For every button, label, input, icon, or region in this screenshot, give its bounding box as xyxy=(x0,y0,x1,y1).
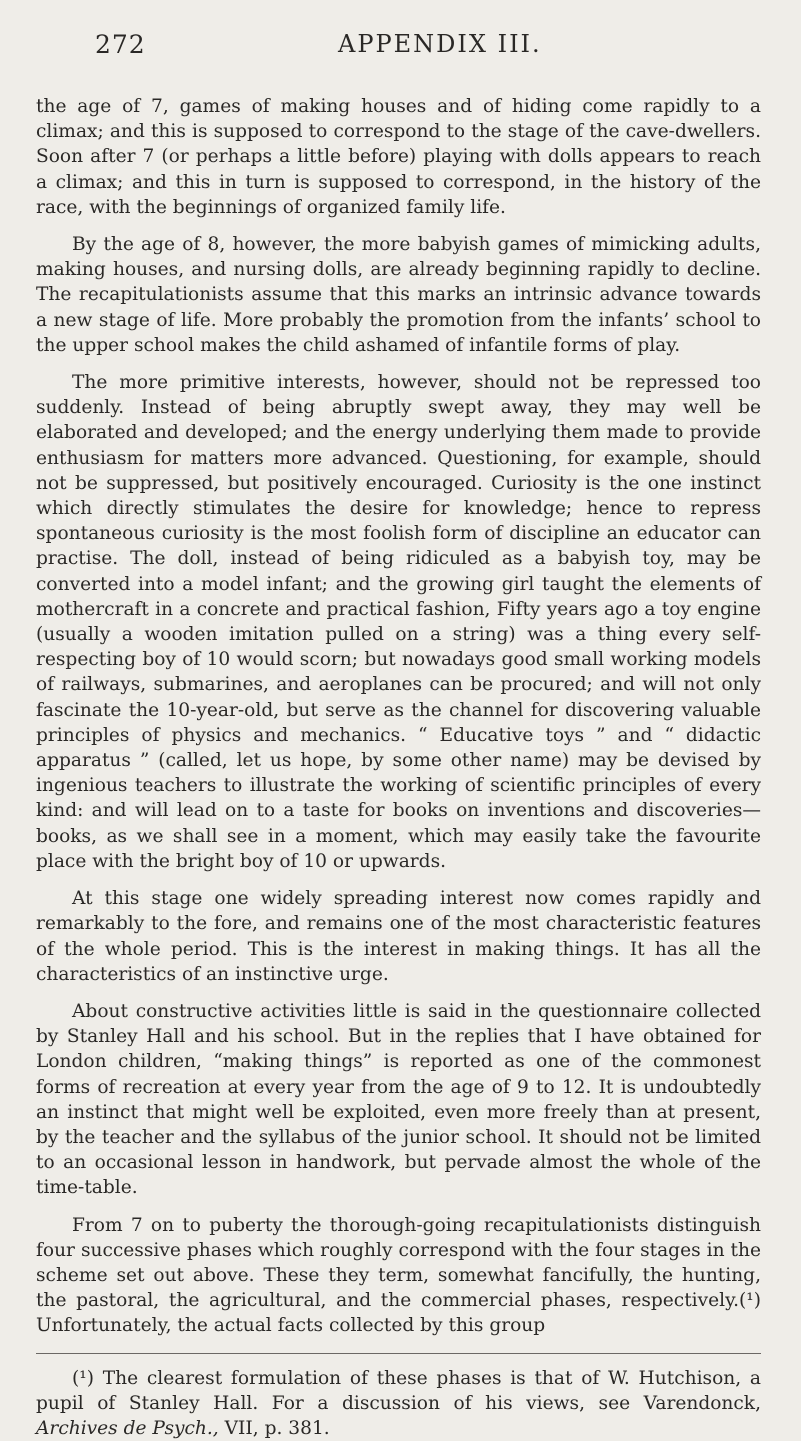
footnote xyxy=(36,1366,761,1441)
footnote-journal: Archives de Psych., xyxy=(36,1417,219,1439)
paragraph: About constructive activities little is said in the questionnaire collected by Stanley Hall and his school. But in the replies that I have obtained for London children, “making things” is reported as one of the commonest forms of recreation at every year from the age of 9 to 12. It is undoubtedly an instinct that might well be exploited, even more freely than at present, by the teacher and the syllabus of the junior school. It should not be limited to an occasional lesson in handwork, but pervade almost the whole of the time-table. xyxy=(36,1000,761,1199)
footnote-divider xyxy=(36,1353,761,1354)
running-title: APPENDIX III. xyxy=(338,30,542,58)
paragraph: By the age of 8, however, the more babyish games of mimicking adults, making houses, and nursing dolls, are already beginning rapidly to decline. The recapitulationists assume that this marks an intrinsic advance towards a new stage of life. More probably the promotion from the infants’ school to the upper school makes the child ashamed of infantile forms of play. xyxy=(36,234,761,356)
footnote-citation: VII, p. 381. xyxy=(224,1417,330,1439)
paragraph: From 7 on to puberty the thorough-going recapitulationists distinguish four successive phases which roughly correspond with the four stages in the scheme set out above. These they term, somewhat fancifully, the hunting, the pastoral, the agricultural, and the commercial phases, respectively.(¹) Unfortunately, the actual facts collected by this group xyxy=(36,1214,761,1337)
paragraph: At this stage one widely spreading interest now comes rapidly and remarkably to the fore, and remains one of the most characteristic features of the whole period. This is the interest in making things. It has all the characteristics of an instinctive urge. xyxy=(36,888,761,985)
paragraph: the age of 7, games of making houses and of hiding come rapidly to a climax; and this is supposed to correspond to the stage of the cave-dwellers. Soon after 7 (or perhaps a little before) playing with dolls appears to reach a climax; and this in turn is supposed to correspond, in the history of the race, with the beginnings of organized family life. xyxy=(36,96,761,218)
page-number: 272 xyxy=(95,30,146,59)
footnote-text: (¹) The clearest formulation of these phases is that of W. Hutchison, a pupil of Stanley Hall. For a discussion of his views, see Varendonck, xyxy=(36,1367,761,1414)
paragraph: The more primitive interests, however, should not be repressed too suddenly. Instead of being abruptly swept away, they may well be elaborated and developed; and the energy underlying them made to provide enthusiasm for matters more advanced. Questioning, for example, should not be suppressed, but positively encouraged. Curiosity is the one instinct which directly stimulates the desire for knowledge; hence to repress spontaneous curiosity is the most foolish form of discipline an educator can practise. The doll, instead of being ridiculed as a babyish toy, may be converted into a model infant; and the growing girl taught the elements of mothercraft in a concrete and practical fashion, Fifty years ago a toy engine (usually a wooden imitation pulled on a string) was a thing every self-respecting boy of 10 would scorn; but nowadays good small working models of railways, submarines, and aeroplanes can be procured; and will not only fascinate the 10-year-old, but serve as the channel for discovering valuable principles of physics and mechanics. “ Educative toys ” and “ didactic apparatus ” (called, let us hope, by some other name) may be devised by ingenious teachers to illustrate the working of scientific principles of every kind: and will lead on to a taste for books on inventions and discoveries—books, as we shall see in a moment, which may easily take the favourite place with the bright boy of 10 or upwards. xyxy=(36,372,761,872)
running-head xyxy=(36,30,761,66)
body-text xyxy=(36,94,761,1339)
